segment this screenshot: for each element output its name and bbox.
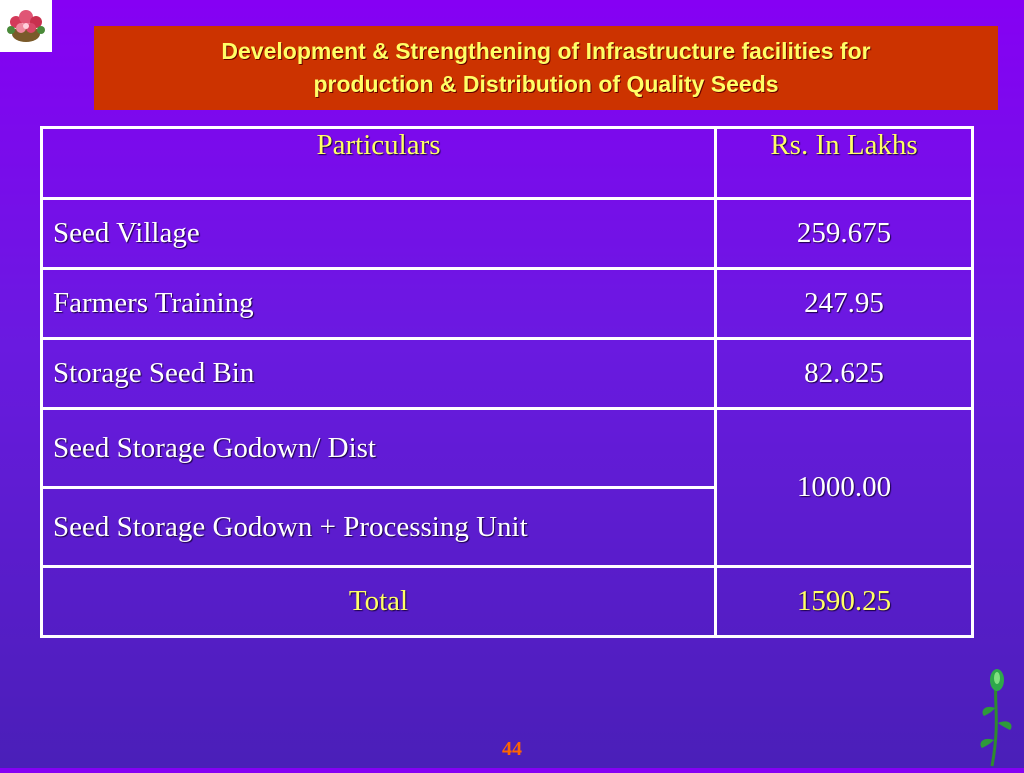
total-row xyxy=(42,567,973,637)
row-value: 247.95 xyxy=(716,269,973,339)
table-row xyxy=(42,199,973,269)
table-row xyxy=(42,409,973,488)
row-label: Farmers Training xyxy=(42,269,716,339)
table-row xyxy=(42,339,973,409)
row-label: Storage Seed Bin xyxy=(42,339,716,409)
table-header-row xyxy=(42,128,973,199)
table-row xyxy=(42,269,973,339)
row-value: 82.625 xyxy=(716,339,973,409)
merged-row-value: 1000.00 xyxy=(716,409,973,567)
flower-bouquet-icon xyxy=(0,0,52,52)
cost-table xyxy=(40,126,974,638)
row-label: Seed Storage Godown + Processing Unit xyxy=(42,488,716,567)
title-line-2: production & Distribution of Quality Seeds xyxy=(313,71,779,97)
title-banner xyxy=(94,26,998,110)
header-amount: Rs. In Lakhs xyxy=(716,128,973,199)
row-value: 259.675 xyxy=(716,199,973,269)
row-label: Seed Village xyxy=(42,199,716,269)
total-label: Total xyxy=(42,567,716,637)
row-label: Seed Storage Godown/ Dist xyxy=(42,409,716,488)
page-number: 44 xyxy=(502,738,522,760)
title-line-1: Development & Strengthening of Infrastructure facilities for xyxy=(221,38,871,64)
header-particulars: Particulars xyxy=(42,128,716,199)
total-value: 1590.25 xyxy=(716,567,973,637)
